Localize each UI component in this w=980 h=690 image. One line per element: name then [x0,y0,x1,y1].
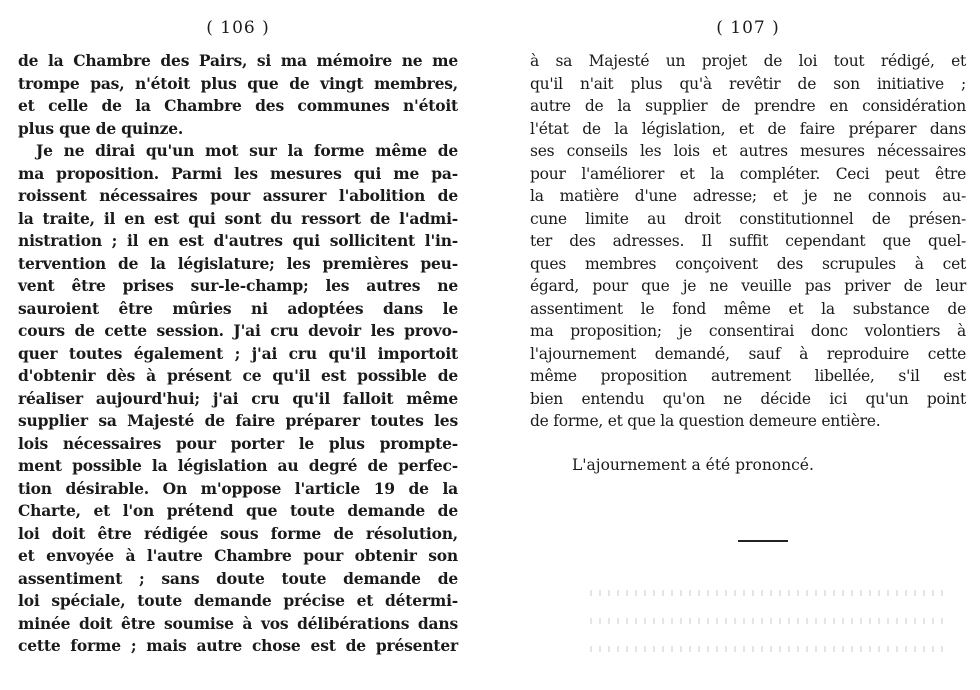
text-line: la matière d'une adresse; et je ne connois au- [530,187,966,205]
text-line: égard, pour que je ne veuille pas priver de leur [530,277,966,295]
text-line: ter des adresses. Il suffit cependant que quel- [530,232,966,250]
text-line: nistration ; il en est d'autres qui sollicitent l'in- [18,231,458,250]
text-line: bien entendu qu'on ne décide ici qu'un point [530,389,966,408]
text-line: loi spéciale, toute demande précise et détermi- [18,591,458,610]
show-through-mark [590,590,950,596]
text-line: cette forme ; mais autre chose est de présenter [18,636,458,655]
text-line: quer toutes également ; j'ai cru qu'il importoit [18,343,458,363]
text-line: l'ajournement demandé, sauf à reproduire cette [530,344,966,363]
text-line: tion désirable. On m'oppose l'article 19 de la [18,478,458,498]
text-line: pour l'améliorer et la compléter. Ceci peut être [530,164,966,183]
text-line: à sa Majesté un projet de loi tout rédigé, et [530,52,966,70]
text-line: Charte, et l'on prétend que toute demande de [18,501,458,520]
text-line: ment possible la législation au degré de perfec- [18,456,458,475]
text-line: cours de cette session. J'ai cru devoir les provo- [18,321,458,340]
end-rule [738,540,788,542]
text-line: vent être prises sur-le-champ; les autres ne [18,276,458,295]
closing-statement: L'ajournement a été prononcé. [572,456,814,474]
page-number-left: ( 106 ) [206,18,270,38]
text-line: plus que de quinze. [18,118,184,138]
text-line: roissent nécessaires pour assurer l'abolition de [18,186,458,205]
text-line: sauroient être mûries ni adoptées dans le [18,298,458,318]
text-line: la traite, il en est qui sont du ressort de l'admi- [18,208,458,228]
text-line: Je ne dirai qu'un mot sur la forme même de [36,141,458,160]
text-line: ma proposition; je consentirai donc volontiers à [530,322,966,340]
text-line: tervention de la législature; les premières peu- [18,253,458,273]
left-page-text [18,50,458,658]
text-line: minée doit être soumise à vos délibérations dans [18,613,458,633]
text-line: trompe pas, n'étoit plus que de vingt membres, [18,73,458,93]
text-line: cune limite au droit constitutionnel de présen- [530,209,966,228]
show-through-mark [590,618,950,624]
text-line: et celle de la Chambre des communes n'étoit [18,96,458,115]
text-line: ques membres conçoivent des scrupules à cet [530,254,966,273]
text-line: qu'il n'ait plus qu'à revêtir de son initiative ; [530,74,966,93]
text-line: lois nécessaires pour porter le plus prompte- [18,433,458,453]
page-number-right: ( 107 ) [716,18,780,38]
right-page-text [530,50,966,433]
text-line: même proposition autrement libellée, s'il est [530,367,966,385]
text-line: autre de la supplier de prendre en considération [530,97,966,115]
text-line: loi doit être rédigée sous forme de résolution, [18,523,458,543]
text-line: assentiment ; sans doute toute demande de [18,568,458,588]
text-line: assentiment le fond même et la substance de [530,299,966,318]
text-line: l'état de la législation, et de faire préparer dans [530,119,966,138]
show-through-mark [590,646,950,652]
text-line: et envoyée à l'autre Chambre pour obtenir son [18,546,458,565]
text-line: réaliser aujourd'hui; j'ai cru qu'il falloit même [18,388,458,408]
text-line: de forme, et que la question demeure entière. [530,412,881,430]
text-line: ma proposition. Parmi les mesures qui me pa- [18,163,458,183]
text-line: de la Chambre des Pairs, si ma mémoire ne me [18,51,458,70]
text-line: supplier sa Majesté de faire préparer toutes les [18,411,458,430]
text-line: ses conseils les lois et autres mesures nécessaires [530,142,966,160]
text-line: d'obtenir dès à présent ce qu'il est possible de [18,366,458,385]
